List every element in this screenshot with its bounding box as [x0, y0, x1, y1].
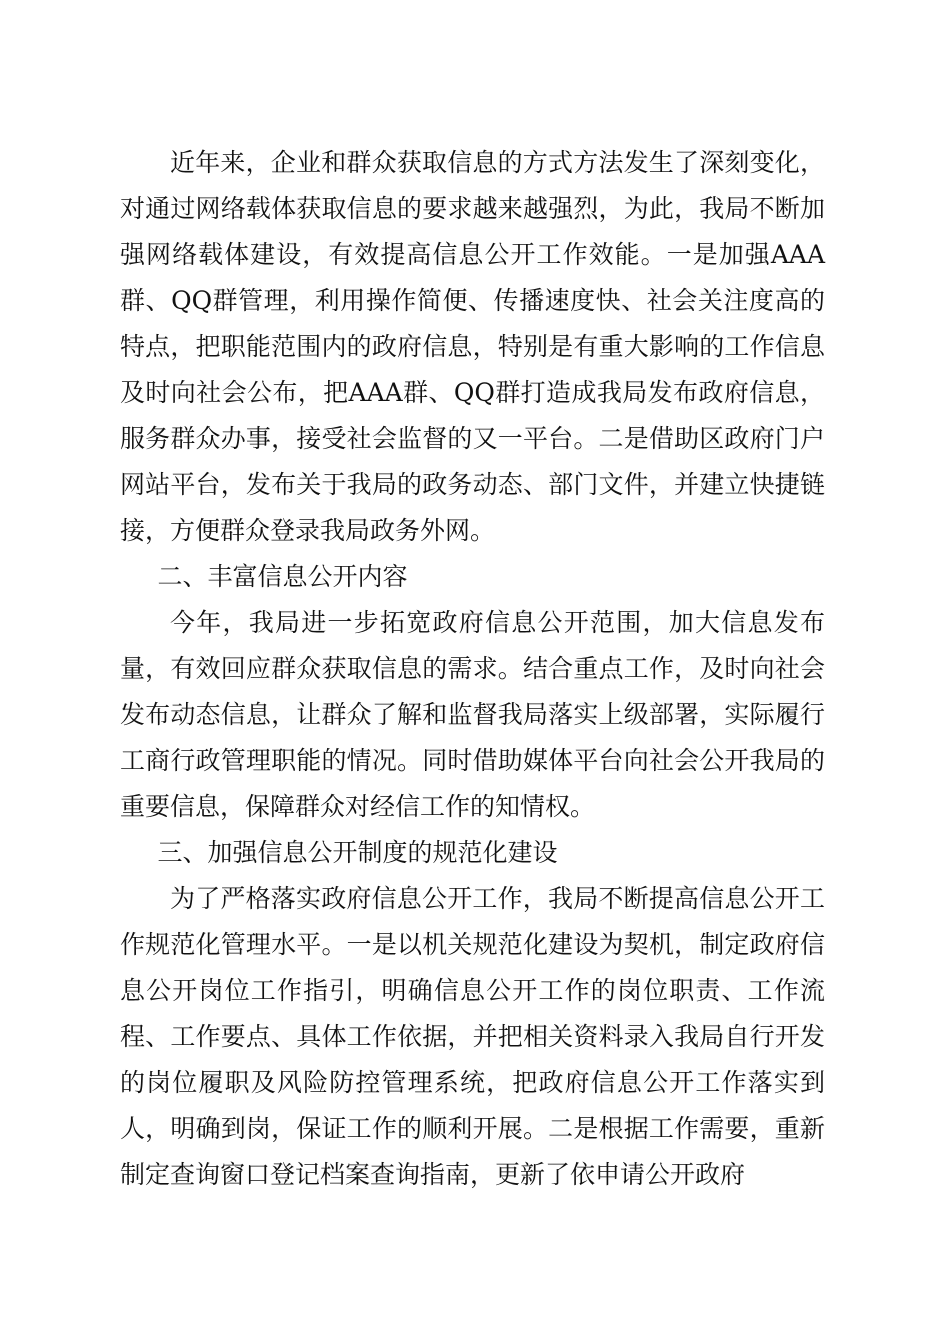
section-heading-standardization: 三、加强信息公开制度的规范化建设	[157, 838, 558, 867]
document-body	[120, 140, 825, 1198]
paragraph-standardization: 为了严格落实政府信息公开工作，我局不断提高信息公开工作规范化管理水平。一是以机关规范化建设为契机，制定政府信息公开岗位工作指引，明确信息公开工作的岗位职责、工作流程、工作要点、具体工作依据，并把相关资料录入我局自行开发的岗位履职及风险防控管理系统，把政府信息公开工作落实到人，明确到岗，保证工作的顺利开展。二是根据工作需要，重新制定查询窗口登记档案查询指南，更新了依申请公开政府	[120, 884, 825, 1189]
paragraph-network-carrier: 近年来，企业和群众获取信息的方式方法发生了深刻变化，对通过网络载体获取信息的要求越来越强烈，为此，我局不断加强网络载体建设，有效提高信息公开工作效能。一是加强AAA群、QQ群管理，利用操作简便、传播速度快、社会关注度高的特点，把职能范围内的政府信息，特别是有重大影响的工作信息及时向社会公布，把AAA群、QQ群打造成我局发布政府信息，服务群众办事，接受社会监督的又一平台。二是借助区政府门户网站平台，发布关于我局的政务动态、部门文件，并建立快捷链接，方便群众登录我局政务外网。	[120, 148, 825, 545]
section-heading-enrich-content: 二、丰富信息公开内容	[157, 562, 408, 591]
paragraph-enrich-content: 今年，我局进一步拓宽政府信息公开范围，加大信息发布量，有效回应群众获取信息的需求。结合重点工作，及时向社会发布动态信息，让群众了解和监督我局落实上级部署，实际履行工商行政管理职能的情况。同时借助媒体平台向社会公开我局的重要信息，保障群众对经信工作的知情权。	[120, 608, 825, 821]
